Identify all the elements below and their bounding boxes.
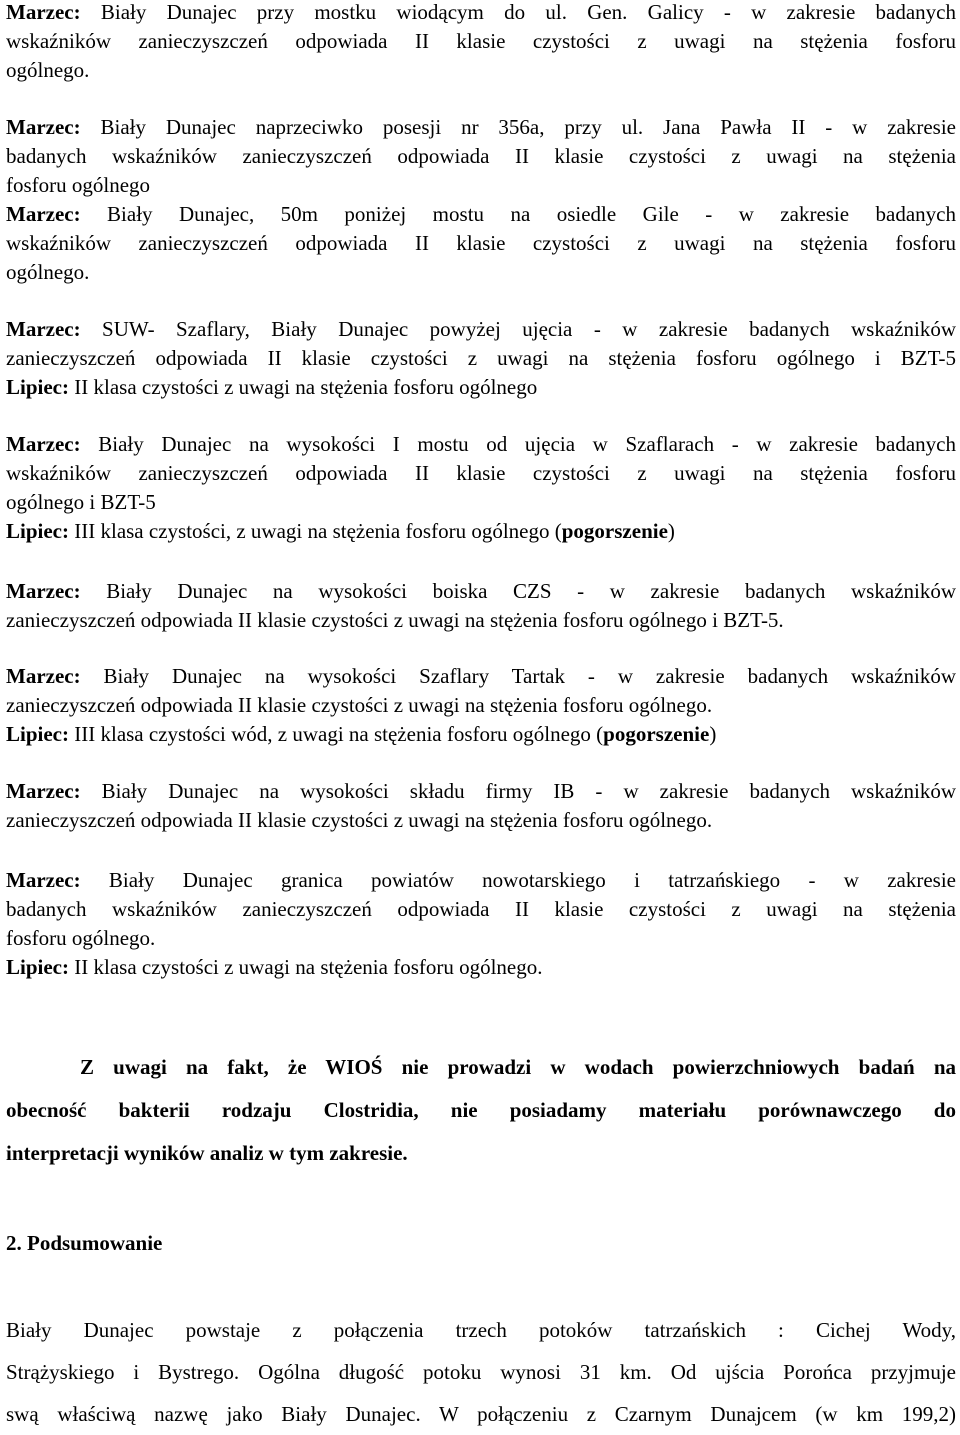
- paragraph-8: [6, 866, 956, 982]
- emphasis: pogorszenie: [603, 722, 710, 746]
- text-line: interpretacji wyników analiz w tym zakresie.: [6, 1141, 408, 1165]
- month-label: Marzec:: [6, 202, 81, 226]
- paragraph-4: [6, 430, 956, 546]
- text-line: Lipiec: III klasa czystości wód, z uwagi na stężenia fosforu ogólnego (pogorszenie): [6, 722, 717, 746]
- text-line: Marzec: Biały Dunajec na wysokości boiska CZS - w zakresie badanych wskaźników: [6, 579, 956, 603]
- text-line: Marzec: SUW- Szaflary, Biały Dunajec powyżej ujęcia - w zakresie badanych wskaźników: [6, 317, 956, 341]
- text-line: Z uwagi na fakt, że WIOŚ nie prowadzi w wodach powierzchniowych badań na: [80, 1055, 956, 1079]
- text-line: Marzec: Biały Dunajec na wysokości składu firmy IB - w zakresie badanych wskaźników: [6, 779, 956, 803]
- text-line: wskaźników zanieczyszczeń odpowiada II klasie czystości z uwagi na stężenia fosforu: [6, 29, 956, 53]
- paragraph-2: [6, 113, 956, 287]
- paragraph-7: [6, 777, 956, 835]
- month-label: Marzec:: [6, 664, 81, 688]
- text-line: swą właściwą nazwę jako Biały Dunajec. W połączeniu z Czarnym Dunajcem (w km 199,2): [6, 1402, 956, 1426]
- text-line: Biały Dunajec powstaje z połączenia trzech potoków tatrzańskich : Cichej Wody,: [6, 1318, 956, 1342]
- text-line: ogólnego.: [6, 260, 90, 284]
- month-label: Lipiec:: [6, 722, 69, 746]
- text-line: zanieczyszczeń odpowiada II klasie czystości z uwagi na stężenia fosforu ogólnego i BZT-5.: [6, 608, 784, 632]
- text-line: Marzec: Biały Dunajec na wysokości Szaflary Tartak - w zakresie badanych wskaźników: [6, 664, 956, 688]
- month-label: Marzec:: [6, 317, 81, 341]
- month-label: Marzec:: [6, 432, 81, 456]
- paragraph-1: [6, 0, 956, 85]
- text-line: badanych wskaźników zanieczyszczeń odpowiada II klasie czystości z uwagi na stężenia: [6, 897, 956, 921]
- text-line: Marzec: Biały Dunajec przy mostku wiodącym do ul. Gen. Galicy - w zakresie badanych: [6, 0, 956, 24]
- text-line: Marzec: Biały Dunajec granica powiatów nowotarskiego i tatrzańskiego - w zakresie: [6, 868, 956, 892]
- text-line: fosforu ogólnego: [6, 173, 151, 197]
- month-label: Lipiec:: [6, 375, 69, 399]
- text-line: Lipiec: II klasa czystości z uwagi na stężenia fosforu ogólnego.: [6, 955, 543, 979]
- text-line: Lipiec: II klasa czystości z uwagi na stężenia fosforu ogólnego: [6, 375, 538, 399]
- text-line: Lipiec: III klasa czystości, z uwagi na stężenia fosforu ogólnego (pogorszenie): [6, 519, 675, 543]
- emphasis: pogorszenie: [561, 519, 668, 543]
- paragraph-5: [6, 577, 956, 635]
- text-line: ogólnego.: [6, 58, 90, 82]
- month-label: Marzec:: [6, 579, 81, 603]
- paragraph-6: [6, 662, 956, 749]
- summary-paragraph: [6, 1309, 956, 1435]
- section-heading: [6, 1229, 956, 1258]
- month-label: Marzec:: [6, 115, 81, 139]
- text-line: badanych wskaźników zanieczyszczeń odpowiada II klasie czystości z uwagi na stężenia: [6, 144, 956, 168]
- text-line: Marzec: Biały Dunajec, 50m poniżej mostu na osiedle Gile - w zakresie badanych: [6, 202, 956, 226]
- text-line: Marzec: Biały Dunajec naprzeciwko posesji nr 356a, przy ul. Jana Pawła II - w zakresie: [6, 115, 956, 139]
- text-line: Marzec: Biały Dunajec na wysokości I mostu od ujęcia w Szaflarach - w zakresie badanych: [6, 432, 956, 456]
- month-label: Marzec:: [6, 779, 81, 803]
- clostridia-note: [6, 1046, 956, 1175]
- text-line: ogólnego i BZT-5: [6, 490, 156, 514]
- heading-text: 2. Podsumowanie: [6, 1231, 163, 1255]
- month-label: Lipiec:: [6, 519, 69, 543]
- month-label: Lipiec:: [6, 955, 69, 979]
- month-label: Marzec:: [6, 868, 81, 892]
- paragraph-3: [6, 315, 956, 402]
- month-label: Marzec:: [6, 0, 81, 24]
- text-line: obecność bakterii rodzaju Clostridia, nie posiadamy materiału porównawczego do: [6, 1098, 956, 1122]
- text-line: zanieczyszczeń odpowiada II klasie czystości z uwagi na stężenia fosforu ogólnego i BZT-5: [6, 346, 956, 370]
- text-line: wskaźników zanieczyszczeń odpowiada II klasie czystości z uwagi na stężenia fosforu: [6, 231, 956, 255]
- text-line: fosforu ogólnego.: [6, 926, 156, 950]
- text-line: wskaźników zanieczyszczeń odpowiada II klasie czystości z uwagi na stężenia fosforu: [6, 461, 956, 485]
- text-line: Strążyskiego i Bystrego. Ogólna długość potoku wynosi 31 km. Od ujścia Porońca przyjmuje: [6, 1360, 956, 1384]
- text-line: zanieczyszczeń odpowiada II klasie czystości z uwagi na stężenia fosforu ogólnego.: [6, 808, 713, 832]
- text-line: zanieczyszczeń odpowiada II klasie czystości z uwagi na stężenia fosforu ogólnego.: [6, 693, 713, 717]
